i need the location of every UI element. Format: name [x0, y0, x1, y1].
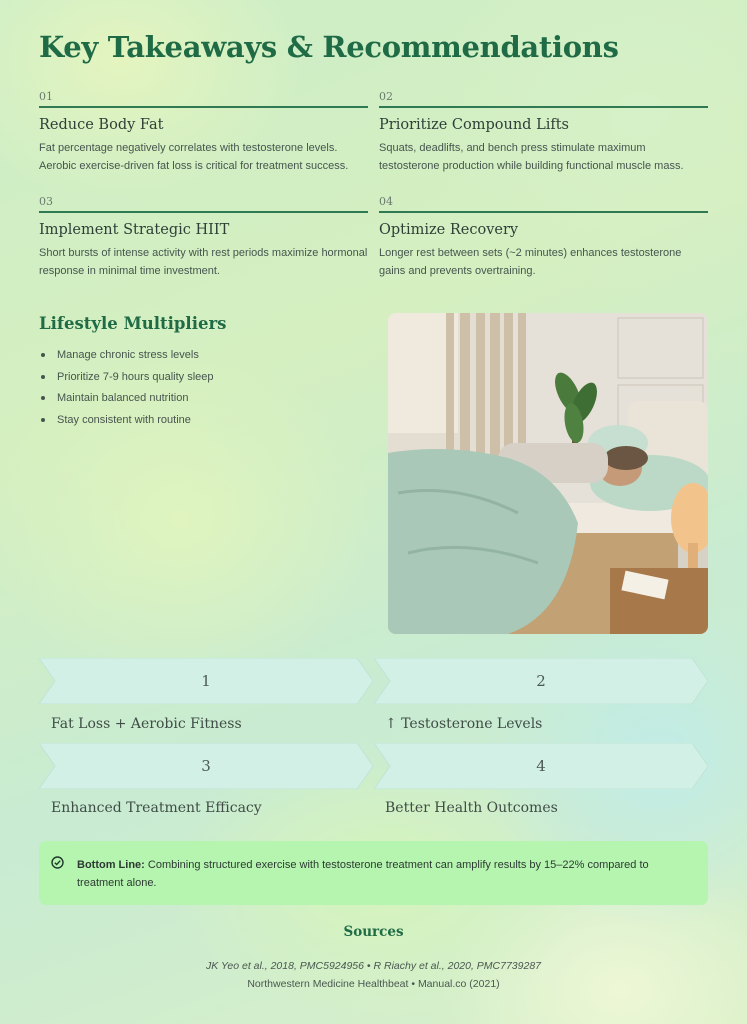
flow-step-label: Better Health Outcomes	[385, 800, 558, 816]
card-heading: Prioritize Compound Lifts	[379, 117, 569, 133]
list-item-text: Prioritize 7-9 hours quality sleep	[57, 370, 214, 383]
card-body: Short bursts of intense activity with rest periods maximize hormonal response in minimal time investment.	[39, 247, 368, 277]
card-heading: Reduce Body Fat	[39, 117, 164, 133]
card-body: Longer rest between sets (~2 minutes) enhances testosterone gains and prevents overtraining.	[379, 247, 682, 277]
flow-step-1	[39, 658, 373, 704]
list-item-text: Manage chronic stress levels	[57, 348, 199, 361]
bullet-icon	[41, 375, 45, 379]
flow-step-number: 4	[536, 757, 546, 775]
lifestyle-list	[39, 344, 214, 431]
flow-step-label: Fat Loss + Aerobic Fitness	[51, 716, 242, 732]
takeaway-card-2	[379, 90, 708, 175]
takeaway-card-1	[39, 90, 368, 175]
bottom-line-label: Bottom Line:	[77, 859, 145, 871]
flow-step-label: Enhanced Treatment Efficacy	[51, 800, 262, 816]
sources-line-1: JK Yeo et al., 2018, PMC5924956 • R Riachy et al., 2020, PMC7739287	[205, 960, 542, 972]
list-item-text: Maintain balanced nutrition	[57, 392, 189, 405]
flow-step-number: 1	[201, 672, 211, 690]
bullet-icon	[41, 418, 45, 422]
lifestyle-title: Lifestyle Multipliers	[39, 314, 227, 333]
takeaway-card-3	[39, 195, 368, 280]
bottom-line-callout	[39, 841, 708, 905]
check-circle-icon	[51, 856, 64, 869]
sources-line-2: Northwestern Medicine Healthbeat • Manual.co (2021)	[247, 978, 500, 990]
flow-step-3	[39, 743, 373, 789]
bullet-icon	[41, 396, 45, 400]
flow-step-number: 2	[536, 672, 546, 690]
flow-step-4	[374, 743, 708, 789]
card-number: 03	[39, 195, 368, 213]
sources-title: Sources	[343, 924, 404, 940]
card-heading: Optimize Recovery	[379, 222, 519, 238]
flow-step-label: ↑ Testosterone Levels	[385, 716, 543, 732]
flow-step-2	[374, 658, 708, 704]
card-heading: Implement Strategic HIIT	[39, 222, 230, 238]
sleeping-man-photo	[388, 313, 708, 634]
card-number: 04	[379, 195, 708, 213]
card-number: 01	[39, 90, 368, 108]
list-item	[39, 344, 214, 366]
flow-step-number: 3	[201, 757, 211, 775]
list-item	[39, 388, 214, 410]
list-item	[39, 366, 214, 388]
bullet-icon	[41, 353, 45, 357]
takeaway-card-4	[379, 195, 708, 280]
card-body: Squats, deadlifts, and bench press stimulate maximum testosterone production while building functional muscle mass.	[379, 142, 684, 172]
list-item	[39, 409, 214, 431]
page-title: Key Takeaways & Recommendations	[39, 30, 619, 64]
list-item-text: Stay consistent with routine	[57, 414, 191, 427]
card-body: Fat percentage negatively correlates with testosterone levels. Aerobic exercise-driven fat loss is critical for treatment success.	[39, 142, 349, 172]
card-number: 02	[379, 90, 708, 108]
bottom-line-text: Combining structured exercise with testosterone treatment can amplify results by 15–22% compared to treatment alone.	[77, 859, 649, 889]
